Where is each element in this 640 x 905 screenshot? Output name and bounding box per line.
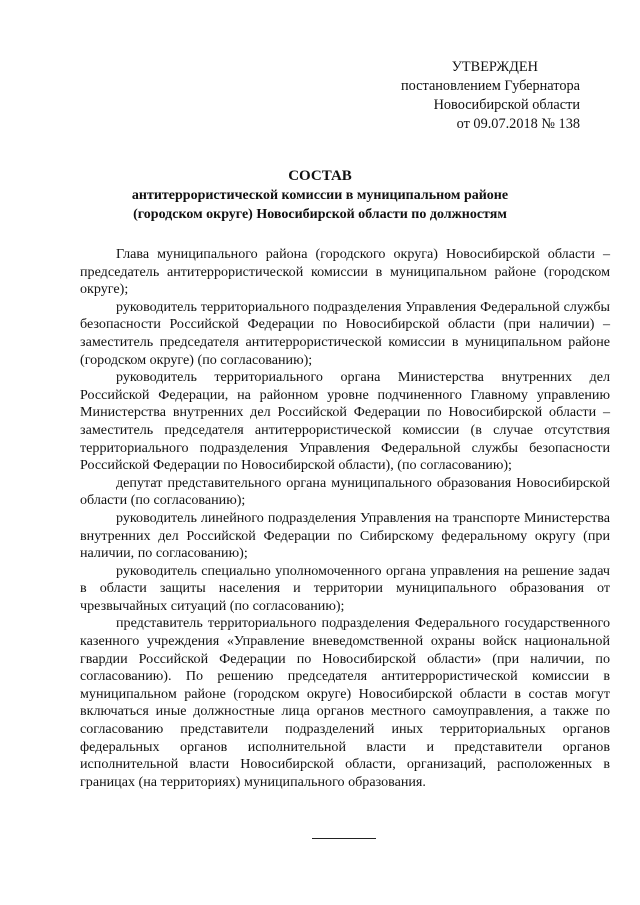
closing-divider (312, 838, 376, 839)
paragraph-chairman: Глава муниципального района (городского округа) Новосибирской области – председатель антитеррористической комиссии в муниципальном районе (городском округе); (80, 246, 610, 298)
paragraph-transport-police: руководитель линейного подразделения Управления на транспорте Министерства внутренних дел Российской Федерации по Сибирскому федеральному округу (при наличии, по согласованию); (80, 509, 610, 562)
approval-stamp (320, 58, 580, 134)
paragraph-guard-representative: представитель территориального подразделения Федерального государственного казенного учреждения «Управление вневедомственной охраны войск национальной гвардии Российской Федерации по Новосибирской области» (при наличии, по согласованию). По решению председателя антитеррористической комиссии в муниципальном районе (городском округе) Новосибирской области в состав могут включаться иные должностные лица органов местного самоуправления, а также по согласованию представители подразделений иных территориальных органов федеральных органов исполнительной власти и представители органов исполнительной власти Новосибирской области, организаций, расположенных в границах (на территориях) муниципального образования. (80, 615, 610, 790)
approval-line-date-number: от 09.07.2018 № 138 (456, 116, 580, 132)
document-subtitle-line-1: антитеррористической комиссии в муниципальном районе (131, 188, 509, 203)
approval-line-decree: постановлением Губернатора (401, 78, 580, 94)
approval-word: УТВЕРЖДЕН (451, 59, 538, 75)
document-body (80, 246, 610, 791)
document-heading (60, 166, 580, 224)
paragraph-mvd-representative: руководитель территориального органа Министерства внутренних дел Российской Федерации, на районном уровне подчиненного Главному управлению Министерства внутренних дел Российской Федерации по Новосибирской области – заместитель председателя антитеррористической комиссии (в случае отсутствия территориального подразделения Управления Федеральной службы безопасности Российской Федерации по Новосибирской области), (по согласованию); (80, 369, 610, 474)
paragraph-emergency-body: руководитель специально уполномоченного органа управления на решение задач в области защиты населения и территории муниципального образования от чрезвычайных ситуаций (по согласованию); (80, 562, 610, 614)
approval-line-region: Новосибирской области (433, 97, 580, 113)
document-title: СОСТАВ (288, 168, 352, 184)
paragraph-deputy: депутат представительного органа муниципального образования Новосибирской области (по согласованию); (80, 474, 610, 509)
paragraph-fsb-representative: руководитель территориального подразделения Управления Федеральной службы безопасности Российской Федерации по Новосибирской области (при наличии) – заместитель председателя антитеррористической комиссии в муниципальном районе (городском округе) (по согласованию); (80, 298, 610, 368)
document-subtitle-line-2: (городском округе) Новосибирской области по должностям (133, 207, 507, 222)
